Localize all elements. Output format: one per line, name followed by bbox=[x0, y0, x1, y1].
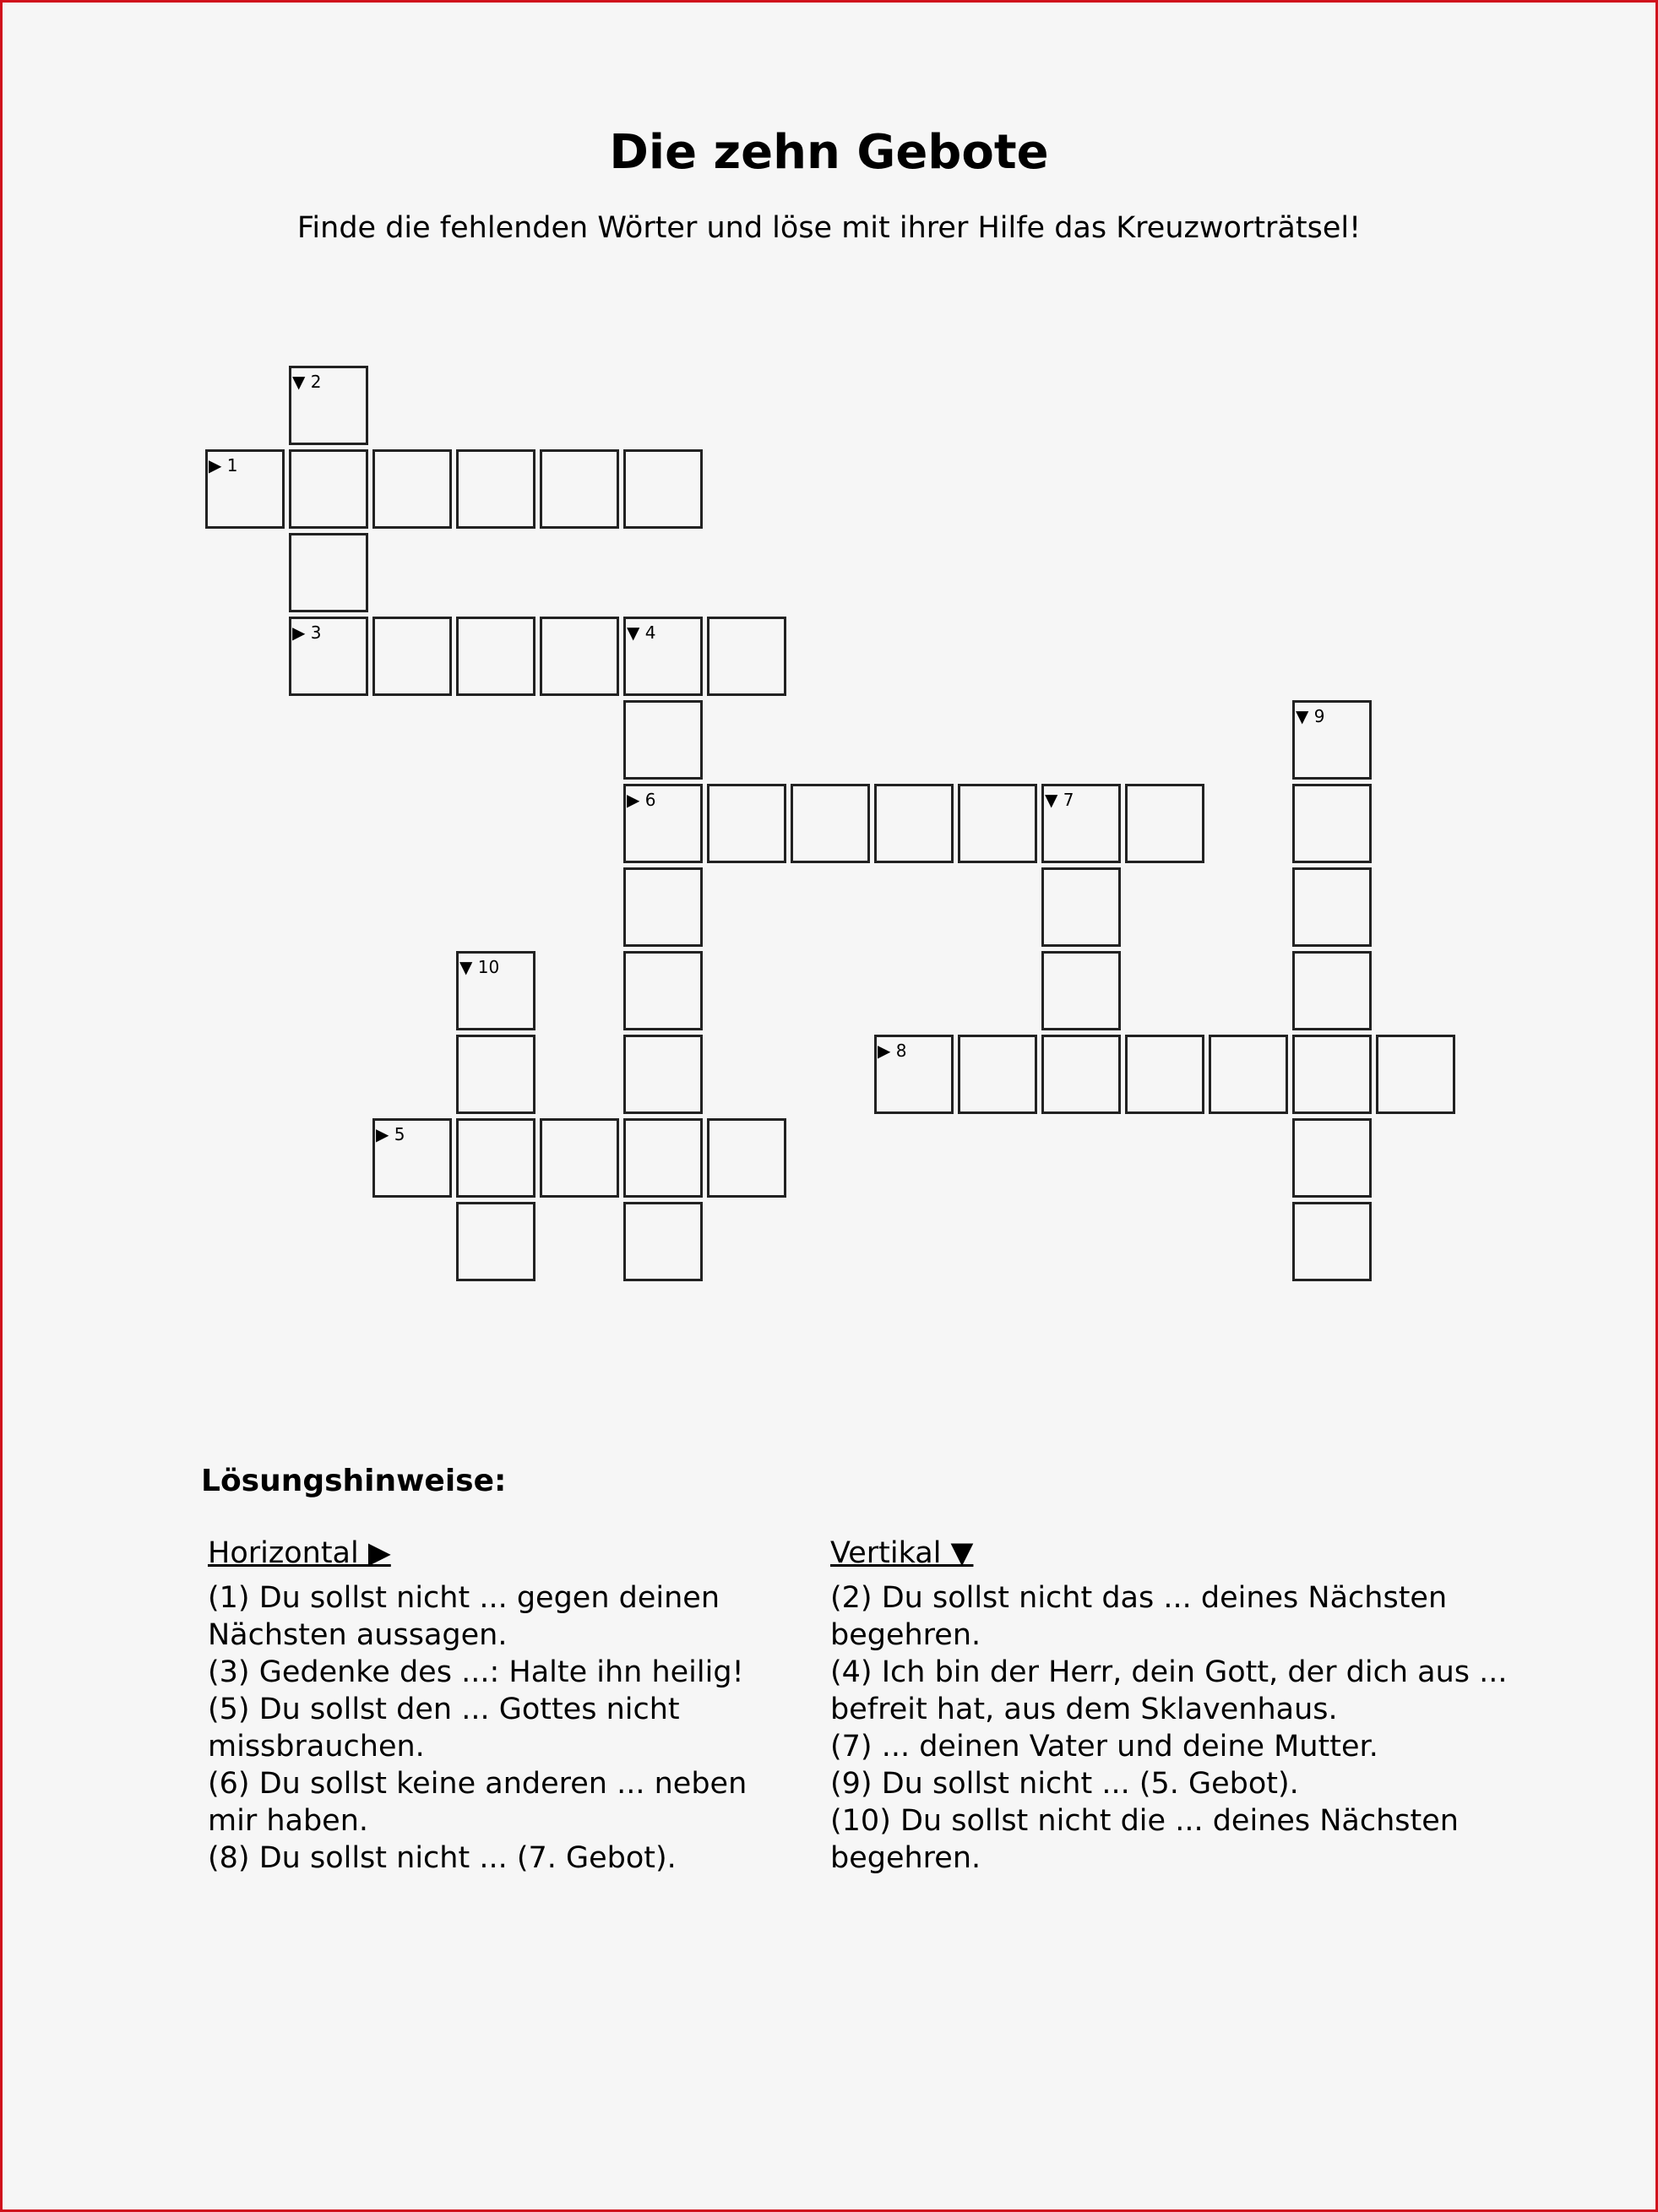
crossword-cell[interactable] bbox=[874, 1035, 954, 1114]
crossword-cell[interactable] bbox=[456, 617, 535, 696]
crossword-cell[interactable] bbox=[623, 1202, 703, 1281]
clue-down: (10) Du sollst nicht die ... deines Nächsten begehren. bbox=[830, 1804, 1459, 1875]
clue-number-label: ▼ 2 bbox=[292, 372, 322, 392]
crossword-cell[interactable] bbox=[623, 700, 703, 780]
crossword-cell[interactable] bbox=[372, 1118, 452, 1198]
crossword-cell[interactable] bbox=[623, 449, 703, 529]
crossword-cell[interactable] bbox=[456, 1202, 535, 1281]
crossword-cell[interactable] bbox=[205, 449, 285, 529]
vertical-clues bbox=[830, 1534, 1590, 1877]
clue-number-label: ▶ 1 bbox=[209, 455, 238, 476]
crossword-cell[interactable] bbox=[1125, 1035, 1204, 1114]
clue-number-label: ▼ 7 bbox=[1045, 790, 1074, 810]
crossword-cell[interactable] bbox=[289, 449, 368, 529]
crossword-cell[interactable] bbox=[540, 1118, 619, 1198]
crossword-cell[interactable] bbox=[623, 867, 703, 947]
crossword-cell[interactable] bbox=[1292, 951, 1372, 1030]
crossword-cell[interactable] bbox=[707, 1118, 786, 1198]
crossword-cell[interactable] bbox=[1041, 951, 1121, 1030]
crossword-cell[interactable] bbox=[456, 449, 535, 529]
vertical-heading: Vertikal ▼ bbox=[830, 1536, 974, 1570]
crossword-cell[interactable] bbox=[1292, 1118, 1372, 1198]
clue-across: (1) Du sollst nicht ... gegen deinen Nächsten aussagen. bbox=[208, 1581, 720, 1652]
crossword-cell[interactable] bbox=[372, 617, 452, 696]
crossword-cell[interactable] bbox=[540, 617, 619, 696]
clue-number-label: ▼ 10 bbox=[459, 957, 500, 977]
crossword-cell[interactable] bbox=[540, 449, 619, 529]
clue-number-label: ▼ 9 bbox=[1296, 706, 1325, 726]
clue-down: (9) Du sollst nicht ... (5. Gebot). bbox=[830, 1767, 1299, 1801]
crossword-cell[interactable] bbox=[958, 1035, 1037, 1114]
crossword-cell[interactable] bbox=[958, 784, 1037, 863]
hints-title: Lösungshinweise: bbox=[201, 1464, 507, 1498]
crossword-cell[interactable] bbox=[456, 951, 535, 1030]
crossword-cell[interactable] bbox=[289, 366, 368, 445]
horizontal-heading: Horizontal ▶ bbox=[208, 1536, 391, 1570]
crossword-cell[interactable] bbox=[1125, 784, 1204, 863]
crossword-cell[interactable] bbox=[623, 1118, 703, 1198]
crossword-cell[interactable] bbox=[623, 951, 703, 1030]
clue-number-label: ▶ 5 bbox=[376, 1124, 405, 1144]
page-title: Die zehn Gebote bbox=[609, 125, 1049, 180]
crossword-cell[interactable] bbox=[1292, 784, 1372, 863]
crossword-cell[interactable] bbox=[1292, 867, 1372, 947]
crossword-cell[interactable] bbox=[1041, 1035, 1121, 1114]
page-subtitle: Finde die fehlenden Wörter und löse mit ihrer Hilfe das Kreuzworträtsel! bbox=[296, 211, 1362, 245]
crossword-cell[interactable] bbox=[1041, 784, 1121, 863]
crossword-cell[interactable] bbox=[372, 449, 452, 529]
crossword-cell[interactable] bbox=[707, 617, 786, 696]
crossword-cell[interactable] bbox=[1041, 867, 1121, 947]
clue-down: (7) ... deinen Vater und deine Mutter. bbox=[830, 1730, 1378, 1764]
clue-down: (2) Du sollst nicht das ... deines Nächsten begehren. bbox=[830, 1581, 1448, 1652]
clue-number-label: ▶ 6 bbox=[627, 790, 656, 810]
crossword-cell[interactable] bbox=[874, 784, 954, 863]
crossword-cell[interactable] bbox=[707, 784, 786, 863]
crossword-cell[interactable] bbox=[791, 784, 870, 863]
clue-down: (4) Ich bin der Herr, dein Gott, der dich aus ... befreit hat, aus dem Sklavenhaus. bbox=[830, 1655, 1508, 1726]
clue-across: (8) Du sollst nicht ... (7. Gebot). bbox=[208, 1841, 677, 1875]
clue-across: (3) Gedenke des ...: Halte ihn heilig! bbox=[208, 1655, 744, 1689]
clue-number-label: ▶ 3 bbox=[292, 622, 322, 643]
clue-number-label: ▼ 4 bbox=[627, 622, 656, 643]
clue-number-label: ▶ 8 bbox=[878, 1041, 907, 1061]
crossword-cell[interactable] bbox=[623, 617, 703, 696]
crossword-cell[interactable] bbox=[1292, 700, 1372, 780]
crossword-cell[interactable] bbox=[1292, 1035, 1372, 1114]
crossword-cell[interactable] bbox=[456, 1118, 535, 1198]
clue-across: (5) Du sollst den ... Gottes nicht missbrauchen. bbox=[208, 1693, 680, 1764]
crossword-cell[interactable] bbox=[1209, 1035, 1288, 1114]
horizontal-clues bbox=[208, 1534, 791, 1877]
crossword-cell[interactable] bbox=[289, 617, 368, 696]
crossword-cell[interactable] bbox=[456, 1035, 535, 1114]
crossword-cell[interactable] bbox=[623, 1035, 703, 1114]
crossword-cell[interactable] bbox=[289, 533, 368, 612]
clue-across: (6) Du sollst keine anderen ... neben mir haben. bbox=[208, 1767, 747, 1838]
crossword-cell[interactable] bbox=[1376, 1035, 1455, 1114]
crossword-cell[interactable] bbox=[1292, 1202, 1372, 1281]
crossword-grid bbox=[3, 3, 1658, 1354]
crossword-cell[interactable] bbox=[623, 784, 703, 863]
